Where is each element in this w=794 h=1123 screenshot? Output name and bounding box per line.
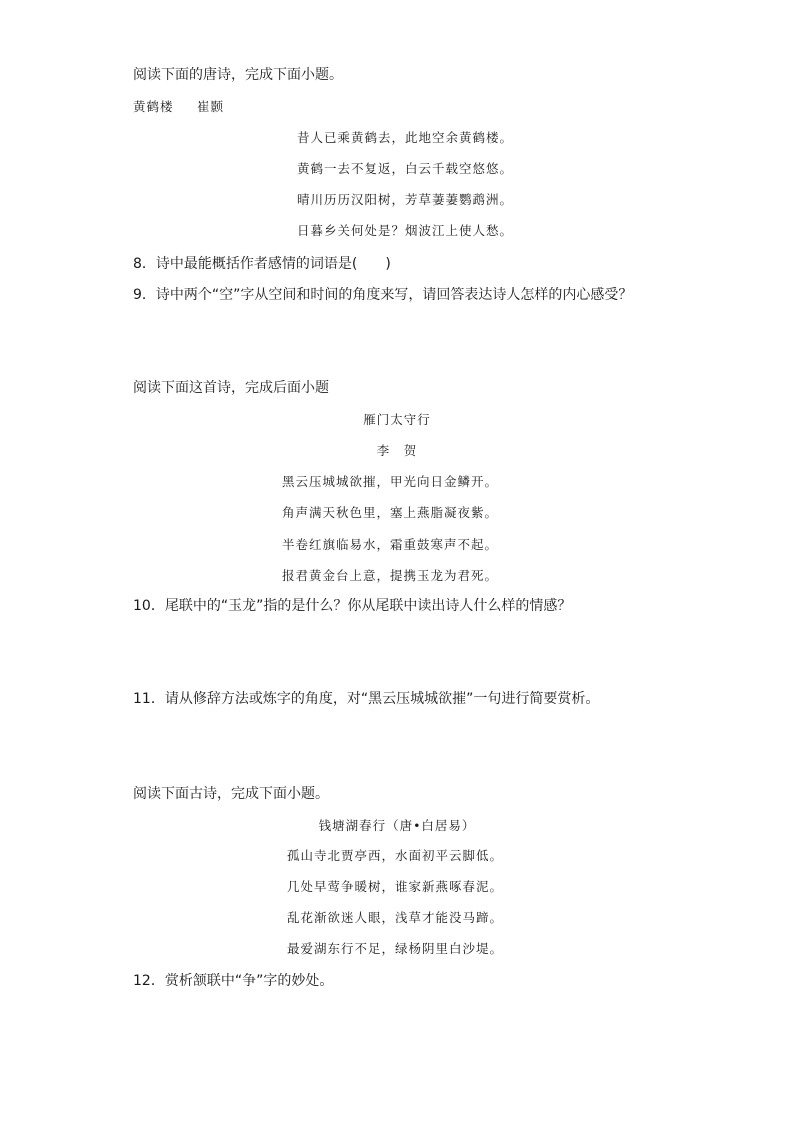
section3-poem-line: 最爱湖东行不足，绿杨阴里白沙堤。 (286, 941, 503, 956)
section2-poem-line: 报君黄金台上意，提携玉龙为君死。 (281, 568, 498, 583)
section2-poem-line: 角声满天秋色里，塞上燕脂凝夜紫。 (281, 505, 498, 520)
section2-poem-author: 李 贺 (376, 443, 418, 458)
section2-poem-line: 半卷红旗临易水，霜重鼓寒声不起。 (281, 537, 498, 552)
section2-intro: 阅读下面这首诗，完成后面小题 (133, 380, 329, 396)
section1-poem-line: 日暮乡关何处是？烟波江上使人愁。 (296, 223, 513, 238)
section1-poem-author: 崔颢 (197, 99, 225, 114)
section3-poem-line: 几处早莺争暖树，谁家新燕啄春泥。 (286, 879, 503, 894)
question-8: 8．诗中最能概括作者感情的词语是( ) (133, 256, 391, 272)
question-12: 12．赏析颔联中“争”字的妙处。 (133, 973, 334, 989)
section2-poem-line: 黑云压城城欲摧，甲光向日金鳞开。 (281, 474, 498, 489)
question-9: 9．诗中两个“空”字从空间和时间的角度来写，请回答表达诗人怎样的内心感受？ (133, 287, 633, 303)
section1-poem-title: 黄鹤楼 (133, 99, 174, 114)
section3-poem-title: 钱塘湖春行（唐•白居易） (318, 818, 476, 833)
section1-poem-line: 黄鹤一去不复返，白云千载空悠悠。 (296, 161, 513, 176)
section1-intro: 阅读下面的唐诗，完成下面小题。 (133, 67, 343, 83)
question-10: 10．尾联中的“玉龙”指的是什么？你从尾联中读出诗人什么样的情感？ (133, 598, 572, 614)
section3-poem-line: 孤山寺北贾亭西，水面初平云脚低。 (286, 848, 503, 863)
question-11: 11．请从修辞方法或炼字的角度，对“黑云压城城欲摧”一句进行简要赏析。 (133, 691, 600, 707)
section3-intro: 阅读下面古诗，完成下面小题。 (133, 786, 329, 802)
section3-poem-line: 乱花渐欲迷人眼，浅草才能没马蹄。 (286, 910, 503, 925)
section2-poem-title: 雁门太守行 (363, 412, 431, 427)
section1-poem-line: 晴川历历汉阳树，芳草萋萋鹦鹉洲。 (296, 192, 513, 207)
section1-poem-line: 昔人已乘黄鹤去，此地空余黄鹤楼。 (296, 130, 513, 145)
